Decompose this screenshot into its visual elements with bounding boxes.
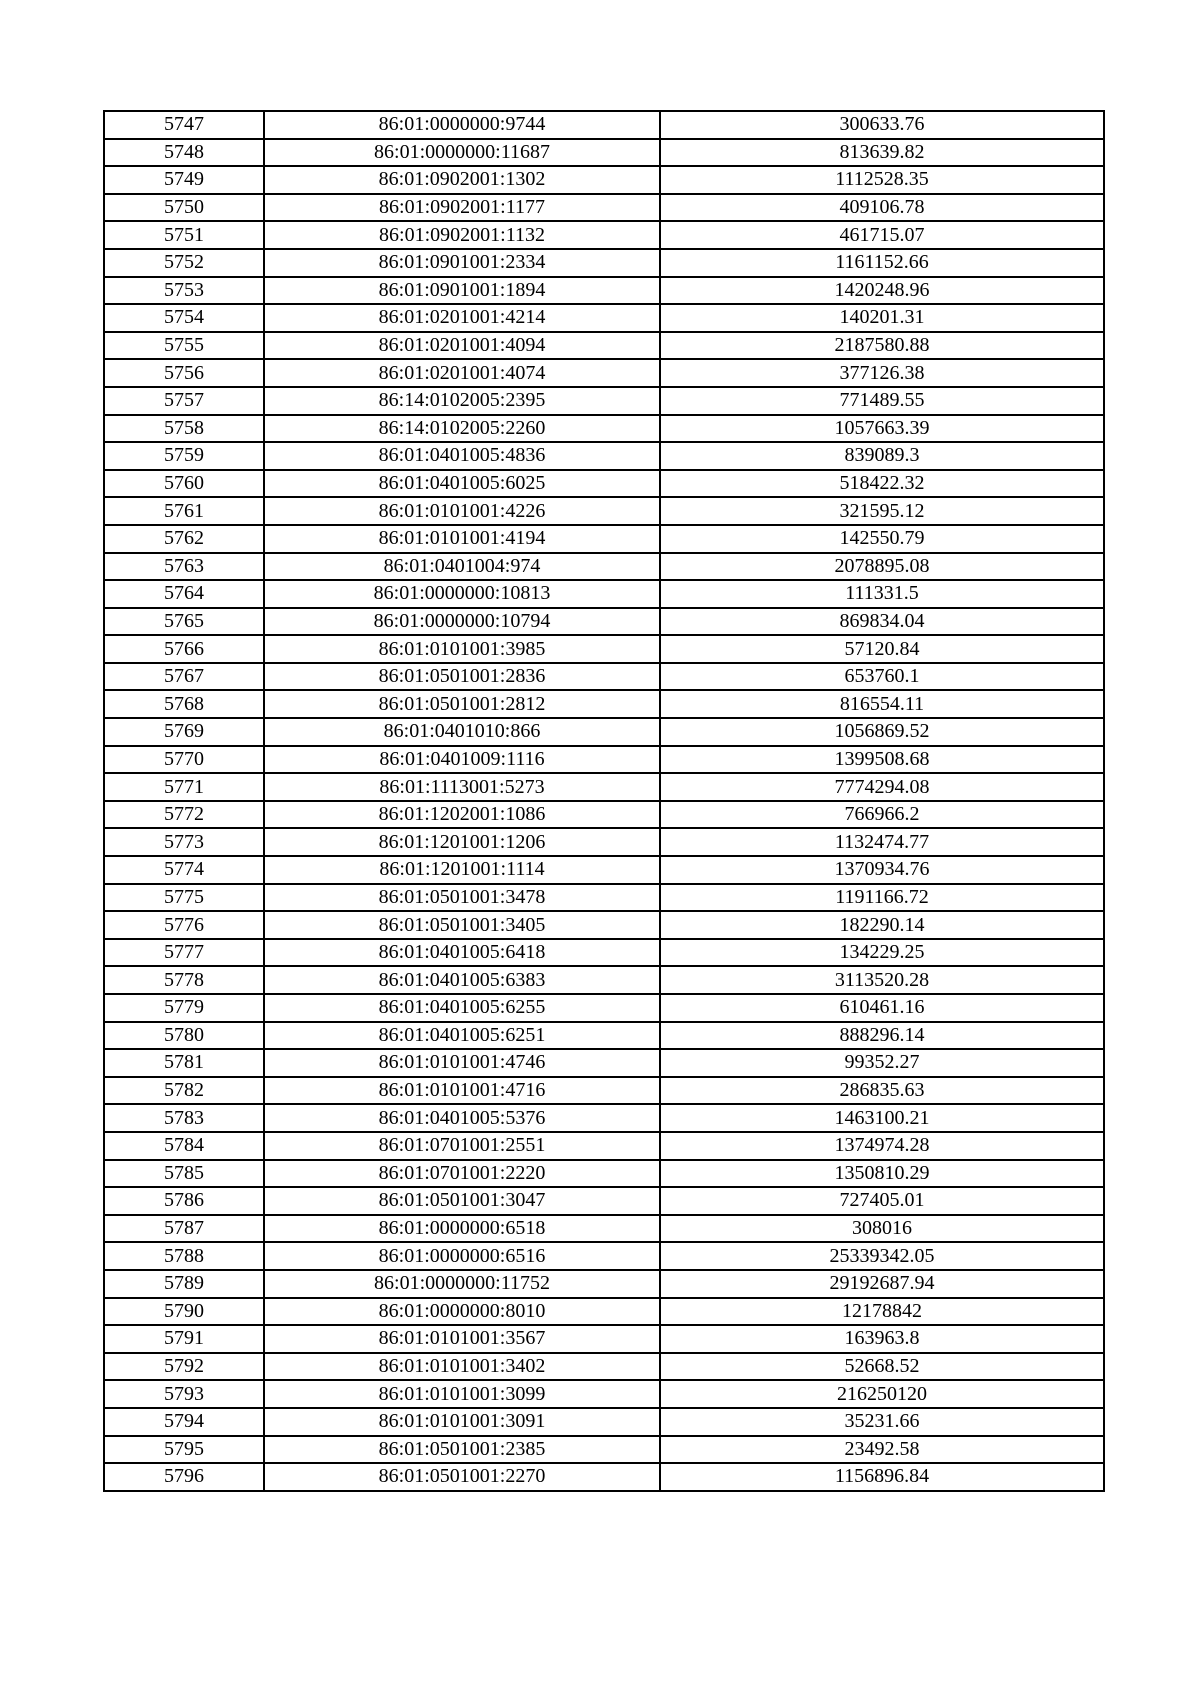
row-number-cell: 5766: [104, 635, 264, 663]
row-number-cell: 5770: [104, 746, 264, 774]
table-row: [104, 1242, 1104, 1270]
table-row: [104, 387, 1104, 415]
table-row: [104, 1436, 1104, 1464]
row-number-cell: 5793: [104, 1380, 264, 1408]
table-row: [104, 359, 1104, 387]
table-row: [104, 415, 1104, 443]
cadastral-number-cell: 86:01:0701001:2220: [264, 1160, 660, 1188]
table-row: [104, 277, 1104, 305]
table-row: [104, 470, 1104, 498]
cadastral-number-cell: 86:01:0000000:10794: [264, 608, 660, 636]
value-cell: 1161152.66: [660, 249, 1104, 277]
cadastral-number-cell: 86:01:0401004:974: [264, 553, 660, 581]
value-cell: 869834.04: [660, 608, 1104, 636]
cadastral-number-cell: 86:01:0501001:2385: [264, 1436, 660, 1464]
table-row: [104, 608, 1104, 636]
cadastral-number-cell: 86:01:1202001:1086: [264, 801, 660, 829]
row-number-cell: 5753: [104, 277, 264, 305]
cadastral-number-cell: 86:01:0101001:3099: [264, 1380, 660, 1408]
row-number-cell: 5769: [104, 718, 264, 746]
value-cell: 35231.66: [660, 1408, 1104, 1436]
value-cell: 7774294.08: [660, 773, 1104, 801]
value-cell: 1399508.68: [660, 746, 1104, 774]
table-row: [104, 1298, 1104, 1326]
table-row: [104, 1104, 1104, 1132]
value-cell: 1350810.29: [660, 1160, 1104, 1188]
row-number-cell: 5784: [104, 1132, 264, 1160]
value-cell: 1112528.35: [660, 166, 1104, 194]
row-number-cell: 5759: [104, 442, 264, 470]
table-row: [104, 194, 1104, 222]
row-number-cell: 5786: [104, 1187, 264, 1215]
row-number-cell: 5756: [104, 359, 264, 387]
table-row: [104, 442, 1104, 470]
value-cell: 2078895.08: [660, 553, 1104, 581]
table-row: [104, 1215, 1104, 1243]
cadastral-number-cell: 86:01:0201001:4094: [264, 332, 660, 360]
table-row: [104, 1077, 1104, 1105]
cadastral-number-cell: 86:01:0201001:4074: [264, 359, 660, 387]
value-cell: 1156896.84: [660, 1463, 1104, 1491]
value-cell: 142550.79: [660, 525, 1104, 553]
cadastral-number-cell: 86:01:0101001:4746: [264, 1049, 660, 1077]
cadastral-number-cell: 86:01:0000000:11752: [264, 1270, 660, 1298]
row-number-cell: 5771: [104, 773, 264, 801]
value-cell: 321595.12: [660, 497, 1104, 525]
table-row: [104, 718, 1104, 746]
table-row: [104, 994, 1104, 1022]
table-row: [104, 966, 1104, 994]
row-number-cell: 5788: [104, 1242, 264, 1270]
cadastral-number-cell: 86:01:0101001:3567: [264, 1325, 660, 1353]
table-row: [104, 166, 1104, 194]
table-row: [104, 111, 1104, 139]
value-cell: 409106.78: [660, 194, 1104, 222]
table-row: [104, 139, 1104, 167]
table-row: [104, 1353, 1104, 1381]
row-number-cell: 5778: [104, 966, 264, 994]
cadastral-number-cell: 86:01:0401005:6255: [264, 994, 660, 1022]
cadastral-number-cell: 86:01:1113001:5273: [264, 773, 660, 801]
table-body: [104, 111, 1104, 1491]
value-cell: 12178842: [660, 1298, 1104, 1326]
row-number-cell: 5747: [104, 111, 264, 139]
table-row: [104, 1022, 1104, 1050]
cadastral-number-cell: 86:01:0101001:3985: [264, 635, 660, 663]
row-number-cell: 5781: [104, 1049, 264, 1077]
value-cell: 377126.38: [660, 359, 1104, 387]
table-row: [104, 828, 1104, 856]
row-number-cell: 5776: [104, 911, 264, 939]
row-number-cell: 5760: [104, 470, 264, 498]
value-cell: 1374974.28: [660, 1132, 1104, 1160]
cadastral-number-cell: 86:01:0101001:4716: [264, 1077, 660, 1105]
row-number-cell: 5764: [104, 580, 264, 608]
table-row: [104, 746, 1104, 774]
row-number-cell: 5763: [104, 553, 264, 581]
cadastral-number-cell: 86:01:0501001:3478: [264, 884, 660, 912]
cadastral-number-cell: 86:01:0401005:6251: [264, 1022, 660, 1050]
table-row: [104, 884, 1104, 912]
value-cell: 1132474.77: [660, 828, 1104, 856]
table-row: [104, 856, 1104, 884]
table-row: [104, 525, 1104, 553]
table-row: [104, 1160, 1104, 1188]
row-number-cell: 5780: [104, 1022, 264, 1050]
value-cell: 1191166.72: [660, 884, 1104, 912]
cadastral-number-cell: 86:01:0401005:6418: [264, 939, 660, 967]
cadastral-number-cell: 86:14:0102005:2395: [264, 387, 660, 415]
cadastral-number-cell: 86:01:0401010:866: [264, 718, 660, 746]
cadastral-number-cell: 86:01:0101001:4194: [264, 525, 660, 553]
cadastral-number-cell: 86:01:0701001:2551: [264, 1132, 660, 1160]
value-cell: 57120.84: [660, 635, 1104, 663]
cadastral-number-cell: 86:01:0501001:2270: [264, 1463, 660, 1491]
row-number-cell: 5767: [104, 663, 264, 691]
table-row: [104, 221, 1104, 249]
cadastral-number-cell: 86:01:0901001:2334: [264, 249, 660, 277]
value-cell: 816554.11: [660, 690, 1104, 718]
table-row: [104, 939, 1104, 967]
cadastral-number-cell: 86:01:0201001:4214: [264, 304, 660, 332]
table-row: [104, 773, 1104, 801]
table-row: [104, 304, 1104, 332]
cadastral-number-cell: 86:01:0501001:3047: [264, 1187, 660, 1215]
cadastral-number-cell: 86:01:0000000:8010: [264, 1298, 660, 1326]
value-cell: 813639.82: [660, 139, 1104, 167]
cadastral-number-cell: 86:01:0000000:10813: [264, 580, 660, 608]
table-row: [104, 580, 1104, 608]
row-number-cell: 5779: [104, 994, 264, 1022]
cadastral-number-cell: 86:01:0401005:5376: [264, 1104, 660, 1132]
cadastral-number-cell: 86:01:0000000:11687: [264, 139, 660, 167]
value-cell: 25339342.05: [660, 1242, 1104, 1270]
row-number-cell: 5765: [104, 608, 264, 636]
value-cell: 286835.63: [660, 1077, 1104, 1105]
row-number-cell: 5752: [104, 249, 264, 277]
value-cell: 99352.27: [660, 1049, 1104, 1077]
value-cell: 134229.25: [660, 939, 1104, 967]
value-cell: 1420248.96: [660, 277, 1104, 305]
cadastral-number-cell: 86:01:0401005:6025: [264, 470, 660, 498]
table-row: [104, 1187, 1104, 1215]
table-row: [104, 1132, 1104, 1160]
table-row: [104, 1463, 1104, 1491]
row-number-cell: 5772: [104, 801, 264, 829]
row-number-cell: 5758: [104, 415, 264, 443]
row-number-cell: 5773: [104, 828, 264, 856]
row-number-cell: 5777: [104, 939, 264, 967]
cadastral-number-cell: 86:01:0501001:3405: [264, 911, 660, 939]
table-row: [104, 1325, 1104, 1353]
cadastral-number-cell: 86:01:0101001:3402: [264, 1353, 660, 1381]
table-row: [104, 635, 1104, 663]
value-cell: 727405.01: [660, 1187, 1104, 1215]
row-number-cell: 5754: [104, 304, 264, 332]
cadastral-number-cell: 86:01:0501001:2812: [264, 690, 660, 718]
value-cell: 140201.31: [660, 304, 1104, 332]
row-number-cell: 5775: [104, 884, 264, 912]
row-number-cell: 5787: [104, 1215, 264, 1243]
value-cell: 461715.07: [660, 221, 1104, 249]
cadastral-number-cell: 86:01:0101001:3091: [264, 1408, 660, 1436]
row-number-cell: 5751: [104, 221, 264, 249]
table-row: [104, 249, 1104, 277]
cadastral-number-cell: 86:01:0000000:6518: [264, 1215, 660, 1243]
cadastral-number-cell: 86:01:0000000:6516: [264, 1242, 660, 1270]
row-number-cell: 5794: [104, 1408, 264, 1436]
table-row: [104, 332, 1104, 360]
row-number-cell: 5749: [104, 166, 264, 194]
row-number-cell: 5774: [104, 856, 264, 884]
table-row: [104, 1270, 1104, 1298]
row-number-cell: 5790: [104, 1298, 264, 1326]
cadastral-number-cell: 86:01:0501001:2836: [264, 663, 660, 691]
cadastral-number-cell: 86:01:1201001:1206: [264, 828, 660, 856]
row-number-cell: 5757: [104, 387, 264, 415]
cadastral-number-cell: 86:01:0401009:1116: [264, 746, 660, 774]
value-cell: 888296.14: [660, 1022, 1104, 1050]
cadastral-number-cell: 86:01:0901001:1894: [264, 277, 660, 305]
cadastral-number-cell: 86:01:1201001:1114: [264, 856, 660, 884]
table-row: [104, 1380, 1104, 1408]
cadastral-value-table: [103, 110, 1105, 1492]
row-number-cell: 5761: [104, 497, 264, 525]
row-number-cell: 5755: [104, 332, 264, 360]
table-row: [104, 1408, 1104, 1436]
value-cell: 163963.8: [660, 1325, 1104, 1353]
row-number-cell: 5795: [104, 1436, 264, 1464]
value-cell: 518422.32: [660, 470, 1104, 498]
cadastral-number-cell: 86:01:0902001:1132: [264, 221, 660, 249]
cadastral-number-cell: 86:01:0401005:4836: [264, 442, 660, 470]
row-number-cell: 5782: [104, 1077, 264, 1105]
table-row: [104, 801, 1104, 829]
value-cell: 111331.5: [660, 580, 1104, 608]
row-number-cell: 5748: [104, 139, 264, 167]
table-row: [104, 497, 1104, 525]
value-cell: 2187580.88: [660, 332, 1104, 360]
value-cell: 308016: [660, 1215, 1104, 1243]
row-number-cell: 5792: [104, 1353, 264, 1381]
row-number-cell: 5785: [104, 1160, 264, 1188]
row-number-cell: 5762: [104, 525, 264, 553]
cadastral-number-cell: 86:01:0902001:1177: [264, 194, 660, 222]
value-cell: 1057663.39: [660, 415, 1104, 443]
value-cell: 300633.76: [660, 111, 1104, 139]
value-cell: 3113520.28: [660, 966, 1104, 994]
cadastral-number-cell: 86:01:0000000:9744: [264, 111, 660, 139]
value-cell: 771489.55: [660, 387, 1104, 415]
row-number-cell: 5789: [104, 1270, 264, 1298]
cadastral-number-cell: 86:14:0102005:2260: [264, 415, 660, 443]
cadastral-number-cell: 86:01:0902001:1302: [264, 166, 660, 194]
table-row: [104, 1049, 1104, 1077]
table-row: [104, 690, 1104, 718]
value-cell: 1463100.21: [660, 1104, 1104, 1132]
table-row: [104, 911, 1104, 939]
value-cell: 1370934.76: [660, 856, 1104, 884]
value-cell: 182290.14: [660, 911, 1104, 939]
row-number-cell: 5783: [104, 1104, 264, 1132]
cadastral-number-cell: 86:01:0101001:4226: [264, 497, 660, 525]
value-cell: 610461.16: [660, 994, 1104, 1022]
row-number-cell: 5750: [104, 194, 264, 222]
row-number-cell: 5791: [104, 1325, 264, 1353]
row-number-cell: 5768: [104, 690, 264, 718]
table-row: [104, 663, 1104, 691]
row-number-cell: 5796: [104, 1463, 264, 1491]
value-cell: 1056869.52: [660, 718, 1104, 746]
value-cell: 766966.2: [660, 801, 1104, 829]
value-cell: 23492.58: [660, 1436, 1104, 1464]
value-cell: 52668.52: [660, 1353, 1104, 1381]
value-cell: 839089.3: [660, 442, 1104, 470]
value-cell: 29192687.94: [660, 1270, 1104, 1298]
value-cell: 216250120: [660, 1380, 1104, 1408]
value-cell: 653760.1: [660, 663, 1104, 691]
table-row: [104, 553, 1104, 581]
cadastral-number-cell: 86:01:0401005:6383: [264, 966, 660, 994]
